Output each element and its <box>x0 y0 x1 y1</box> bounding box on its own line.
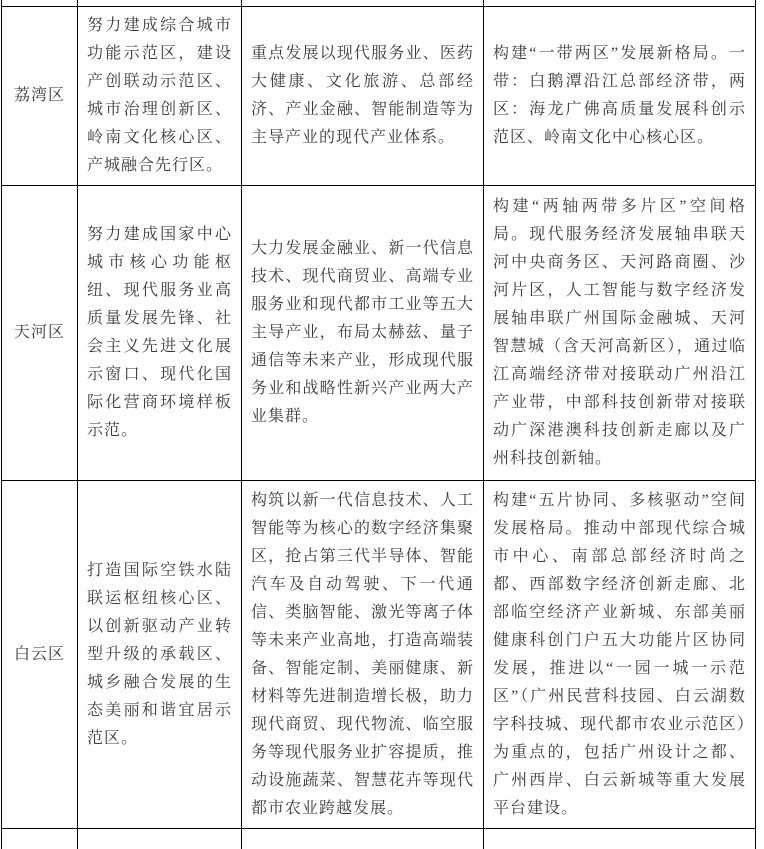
table-row-partial-bottom <box>2 829 756 849</box>
cell-empty <box>78 829 242 849</box>
district-development-table <box>1 0 756 849</box>
cell-spatial-text: 构建“五片协同、多核驱动”空间发展格局。推动中部现代综合城市中心、南部总部经济时尚之都、西部数字经济创新走廊、北部临空经济产业新城、东部美丽健康科创门户五大功能片区协同发展，推进以“一园一城一示范区”（广州民营科技园、白云湖数字科技城、现代都市农业示范区）为重点的，包括广州设计之都、广州西岸、白云新城等重大发展平台建设。 <box>484 481 756 829</box>
cell-district-name: 荔湾区 <box>2 7 78 186</box>
cell-district-name: 白云区 <box>2 481 78 829</box>
cell-positioning-text: 打造国际空铁水陆联运枢纽核心区、以创新驱动产业转型升级的承载区、城乡融合发展的生态美丽和谐宜居示范区。 <box>78 481 242 829</box>
cell-empty <box>2 829 78 849</box>
table-row-tianhe <box>2 186 756 481</box>
cell-industry-text: 大力发展金融业、新一代信息技术、现代商贸业、高端专业服务业和现代都市工业等五大主导产业，布局太赫兹、量子通信等未来产业，形成现代服务业和战略性新兴产业两大产业集群。 <box>242 186 484 481</box>
cell-spatial-text: 构建“两轴两带多片区”空间格局。现代服务经济发展轴串联天河中央商务区、天河路商圈、沙河片区，人工智能与数字经济发展轴串联广州国际金融城、天河智慧城（含天河高新区），通过临江高端经济带对接联动广州沿江产业带，中部科技创新带对接联动广深港澳科技创新走廊以及广州科技创新轴。 <box>484 186 756 481</box>
cell-industry-text: 重点发展以现代服务业、医药大健康、文化旅游、总部经济、产业金融、智能制造等为主导产业的现代产业体系。 <box>242 7 484 186</box>
cell-district-name: 天河区 <box>2 186 78 481</box>
cell-empty <box>242 829 484 849</box>
cell-empty <box>484 829 756 849</box>
cell-industry-text: 构筑以新一代信息技术、人工智能等为核心的数字经济集聚区，抢占第三代半导体、智能汽车及自动驾驶、下一代通信、类脑智能、激光等离子体等未来产业高地，打造高端装备、智能定制、美丽健康、新材料等先进制造增长极，助力现代商贸、现代物流、临空服务等现代服务业扩容提质，推动设施蔬菜、智慧花卉等现代都市农业跨越发展。 <box>242 481 484 829</box>
cell-positioning-text: 努力建成国家中心城市核心功能枢纽、现代服务业高质量发展先锋、社会主义先进文化展示窗口、现代化国际化营商环境样板示范。 <box>78 186 242 481</box>
cell-positioning-text: 努力建成综合城市功能示范区，建设产创联动示范区、城市治理创新区、岭南文化核心区、产城融合先行区。 <box>78 7 242 186</box>
table-row-liwan <box>2 7 756 186</box>
cell-spatial-text: 构建“一带两区”发展新格局。一带：白鹅潭沿江总部经济带，两区：海龙广佛高质量发展科创示范区、岭南文化中心核心区。 <box>484 7 756 186</box>
table-row-baiyun <box>2 481 756 829</box>
